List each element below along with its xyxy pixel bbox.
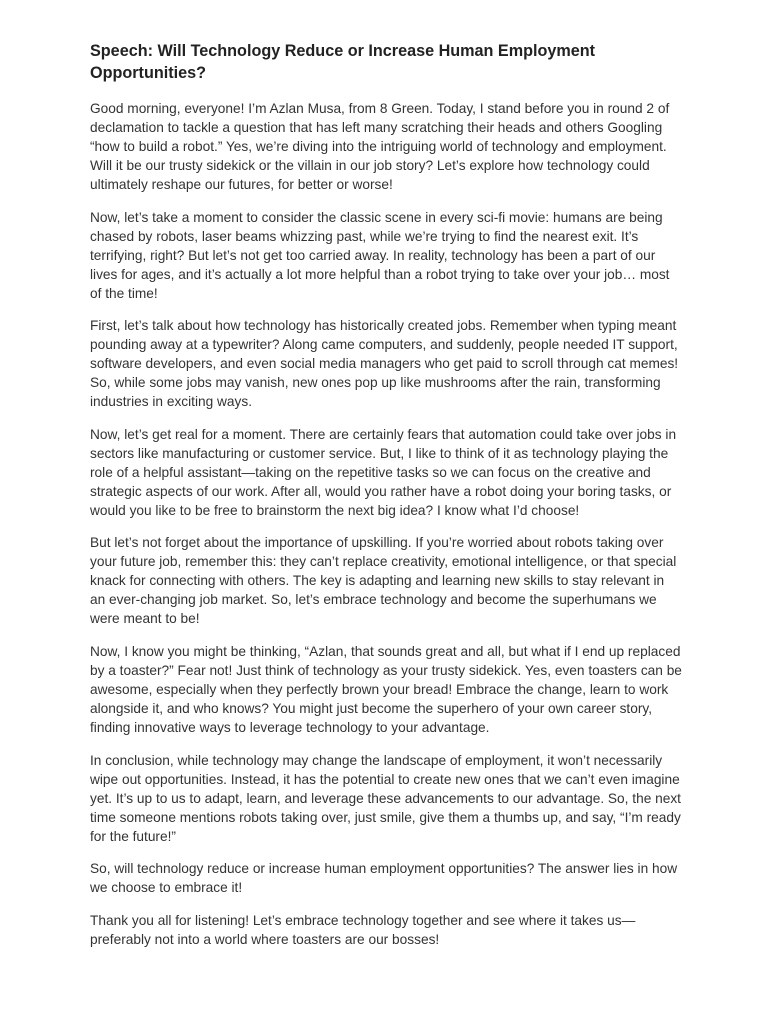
paragraph-intro: Good morning, everyone! I’m Azlan Musa, from 8 Green. Today, I stand before you in round 2 of declamation to tackle a question that has left many scratching their heads and others Googling “how to build a robot.” Yes, we’re diving into the intriguing world of technology and employment. Will it be our trusty sidekick or the villain in our job story? Let’s explore how technology could ultimately reshape our futures, for better or worse!: [90, 101, 670, 192]
document-page: [90, 40, 682, 962]
paragraph-conclusion: In conclusion, while technology may change the landscape of employment, it won’t necessarily wipe out opportunities. Instead, it has the potential to create new ones that we can’t even imagine yet. It’s up to us to adapt, learn, and leverage these advancements to our advantage. So, the next time someone mentions robots taking over, just smile, give them a thumbs up, and say, “I’m ready for the future!”: [90, 752, 681, 844]
paragraph-automation: Now, let’s get real for a moment. There are certainly fears that automation could take over jobs in sectors like manufacturing or customer service. But, I like to think of it as technology playing the role of a helpful assistant—taking on the repetitive tasks so we can focus on the creative and strategic aspects of our work. After all, would you rather have a robot doing your boring tasks, or would you like to be free to brainstorm the next big idea? I know what I’d choose!: [90, 426, 677, 518]
page-title: Speech: Will Technology Reduce or Increase Human Employment Opportunities?: [90, 42, 596, 82]
paragraph-history: First, let’s talk about how technology has historically created jobs. Remember when typing meant pounding away at a typewriter? Along came computers, and suddenly, people needed IT support, software developers, and even social media managers who get paid to scroll through cat memes! So, while some jobs may vanish, new ones pop up like mushrooms after the rain, transforming industries in exciting ways.: [90, 318, 679, 410]
paragraph-thanks: Thank you all for listening! Let’s embrace technology together and see where it takes us—preferably not into a world where toasters are our bosses!: [90, 912, 636, 947]
paragraph-question: So, will technology reduce or increase human employment opportunities? The answer lies in how we choose to embrace it!: [90, 861, 678, 896]
paragraph-toaster: Now, I know you might be thinking, “Azlan, that sounds great and all, but what if I end up replaced by a toaster?” Fear not! Just think of technology as your trusty sidekick. Yes, even toasters can be awesome, especially when they perfectly brown your bread! Embrace the change, learn to work alongside it, and who knows? You might just become the superhero of your own career story, finding innovative ways to leverage technology to your advantage.: [90, 643, 682, 735]
paragraph-scifi: Now, let’s take a moment to consider the classic scene in every sci-fi movie: humans are being chased by robots, laser beams whizzing past, while we’re trying to find the nearest exit. It’s terrifying, right? But let’s not get too carried away. In reality, technology has been a part of our lives for ages, and it’s actually a lot more helpful than a robot trying to take over your job… most of the time!: [90, 209, 670, 301]
paragraph-upskilling: But let’s not forget about the importance of upskilling. If you’re worried about robots taking over your future job, remember this: they can’t replace creativity, emotional intelligence, or that special knack for connecting with others. The key is adapting and learning new skills to stay relevant in an ever-changing job market. So, let’s embrace technology and become the superhumans we were meant to be!: [90, 535, 677, 627]
